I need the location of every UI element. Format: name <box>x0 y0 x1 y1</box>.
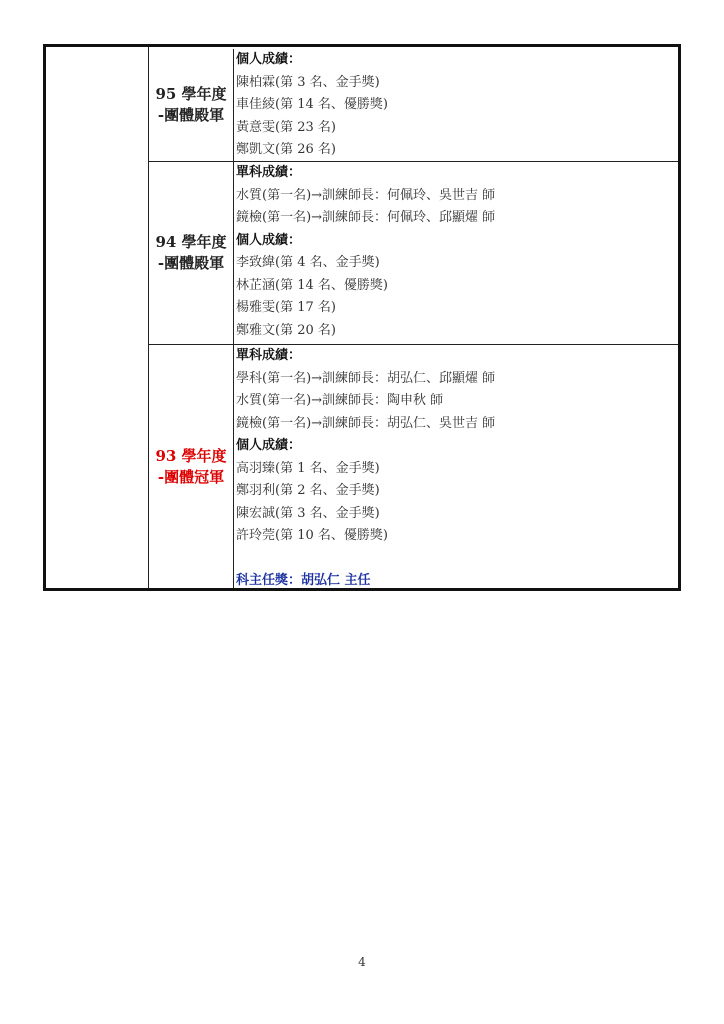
result-line: 水質(第一名)→訓練師長：何佩玲、吳世吉 師 <box>236 187 496 203</box>
director-award: 科主任獎：胡弘仁 主任 <box>236 573 371 588</box>
year-label-94 <box>149 162 234 344</box>
result-line: 許玲莞(第 10 名、優勝獎) <box>236 528 388 543</box>
result-line: 車佳綾(第 14 名、優勝獎) <box>236 97 388 112</box>
result-line: 水質(第一名)→訓練師長：陶申秋 師 <box>236 393 444 408</box>
result-line: 李致緯(第 4 名、金手獎) <box>236 255 380 270</box>
year-label-93 <box>149 345 234 588</box>
section-heading: 個人成績： <box>236 438 302 453</box>
table-row-95 <box>149 49 678 161</box>
result-line: 學科(第一名)→訓練師長：胡弘仁、邱顯燿 師 <box>236 370 496 386</box>
result-line: 陳柏霖(第 3 名、金手獎) <box>236 74 380 90</box>
year-label-94-line1: 94 學年度 <box>155 233 227 251</box>
result-line: 林芷涵(第 14 名、優勝獎) <box>236 277 388 293</box>
blank-left-column <box>46 47 149 588</box>
result-line: 高羽臻(第 1 名、金手獎) <box>236 460 380 476</box>
result-line: 黃意雯(第 23 名) <box>236 119 336 135</box>
table-row-93 <box>149 345 678 588</box>
year-label-94-line2: -團體殿軍 <box>157 254 225 272</box>
year-label-95 <box>149 49 234 161</box>
results-cell-93 <box>236 345 678 588</box>
results-cell-95 <box>236 49 678 161</box>
year-label-95-line2: -團體殿軍 <box>157 106 225 124</box>
section-heading: 個人成績： <box>236 52 302 67</box>
result-line: 鄭凱文(第 26 名) <box>236 142 336 157</box>
results-cell-94 <box>236 162 678 344</box>
achievements-table <box>43 44 681 591</box>
table-row-94 <box>149 162 678 344</box>
year-label-93-line2: -團體冠軍 <box>157 467 225 486</box>
section-heading: 個人成績： <box>236 232 302 248</box>
year-label-93-line1: 93 學年度 <box>155 446 227 465</box>
page-number: 4 <box>358 955 366 969</box>
result-line: 鄭羽利(第 2 名、金手獎) <box>236 483 380 498</box>
result-line: 鏡檢(第一名)→訓練師長：何佩玲、邱顯燿 師 <box>236 210 496 225</box>
result-line: 鄭雅文(第 20 名) <box>236 322 336 338</box>
year-label-95-line1: 95 學年度 <box>155 85 227 103</box>
result-line: 陳宏誠(第 3 名、金手獎) <box>236 505 380 521</box>
spacer-line <box>236 548 678 571</box>
section-heading: 單科成績： <box>236 165 302 180</box>
result-line: 楊雅雯(第 17 名) <box>236 300 336 315</box>
section-heading: 單科成績： <box>236 348 302 363</box>
result-line: 鏡檢(第一名)→訓練師長：胡弘仁、吳世吉 師 <box>236 415 496 431</box>
